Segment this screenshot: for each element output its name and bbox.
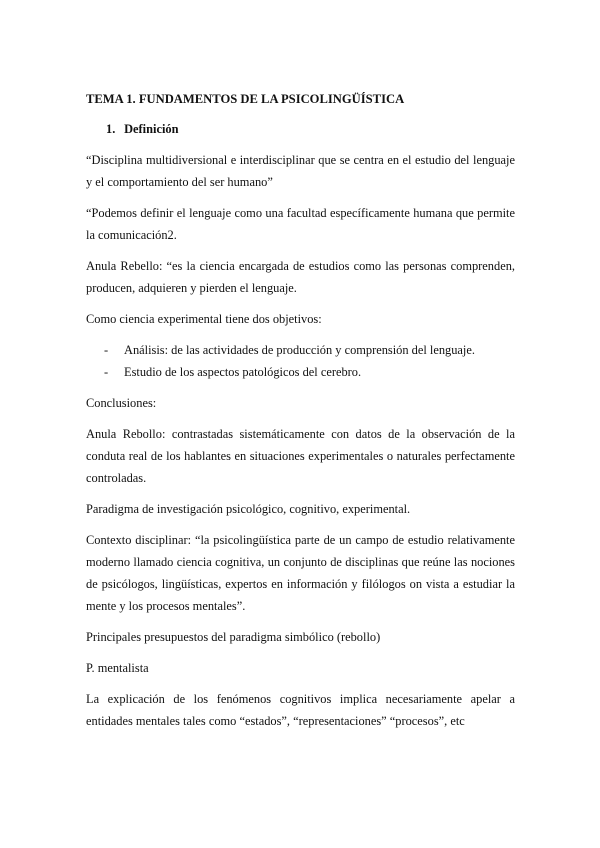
document-title: TEMA 1. FUNDAMENTOS DE LA PSICOLINGÜÍSTICA: [86, 92, 405, 106]
definition-rebello: Anula Rebello: “es la ciencia encargada de estudios como las personas comprenden, producen, adquieren y pierden el lenguaje.: [86, 259, 515, 295]
paradigm-text: Paradigma de investigación psicológico, cognitivo, experimental.: [86, 502, 411, 516]
list-item: [86, 361, 515, 383]
conclusions-text: Anula Rebollo: contrastadas sistemáticamente con datos de la observación de la conduta real de los hablantes en situaciones experimentales o naturales perfectamente controladas.: [86, 427, 515, 485]
section-number: 1.: [106, 122, 116, 136]
section-heading-text: Definición: [124, 122, 179, 136]
document-body: [86, 88, 515, 741]
list-item-text: Análisis: de las actividades de producción y comprensión del lenguaje.: [124, 343, 475, 357]
definition-quote-2: “Podemos definir el lenguaje como una facultad específicamente humana que permite la comunicación2.: [86, 206, 515, 242]
objectives-list: [86, 339, 515, 383]
section-heading: [106, 118, 515, 140]
mentalist-explanation: La explicación de los fenómenos cognitivos implica necesariamente apelar a entidades mentales tales como “estados”, “representaciones” “procesos”, etc: [86, 692, 515, 728]
list-item-text: Estudio de los aspectos patológicos del cerebro.: [124, 365, 362, 379]
list-dash: -: [104, 365, 109, 379]
disciplinary-context: Contexto disciplinar: “la psicolingüística parte de un campo de estudio relativamente moderno llamado ciencia cognitiva, un conjunto de disciplinas que reúne las nociones de psicólogos, lingüísticas, expertos en información y filólogos on vista a estudiar la mente y los procesos mentales”.: [86, 533, 515, 613]
list-dash: -: [104, 343, 109, 357]
objectives-intro: Como ciencia experimental tiene dos objetivos:: [86, 312, 322, 326]
mentalist-label: P. mentalista: [86, 661, 149, 675]
definition-quote-1: “Disciplina multidiversional e interdisciplinar que se centra en el estudio del lenguaje y el comportamiento del ser humano”: [86, 153, 515, 189]
list-item: [86, 339, 515, 361]
conclusions-label: Conclusiones:: [86, 396, 157, 410]
assumptions-heading: Principales presupuestos del paradigma simbólico (rebollo): [86, 630, 381, 644]
